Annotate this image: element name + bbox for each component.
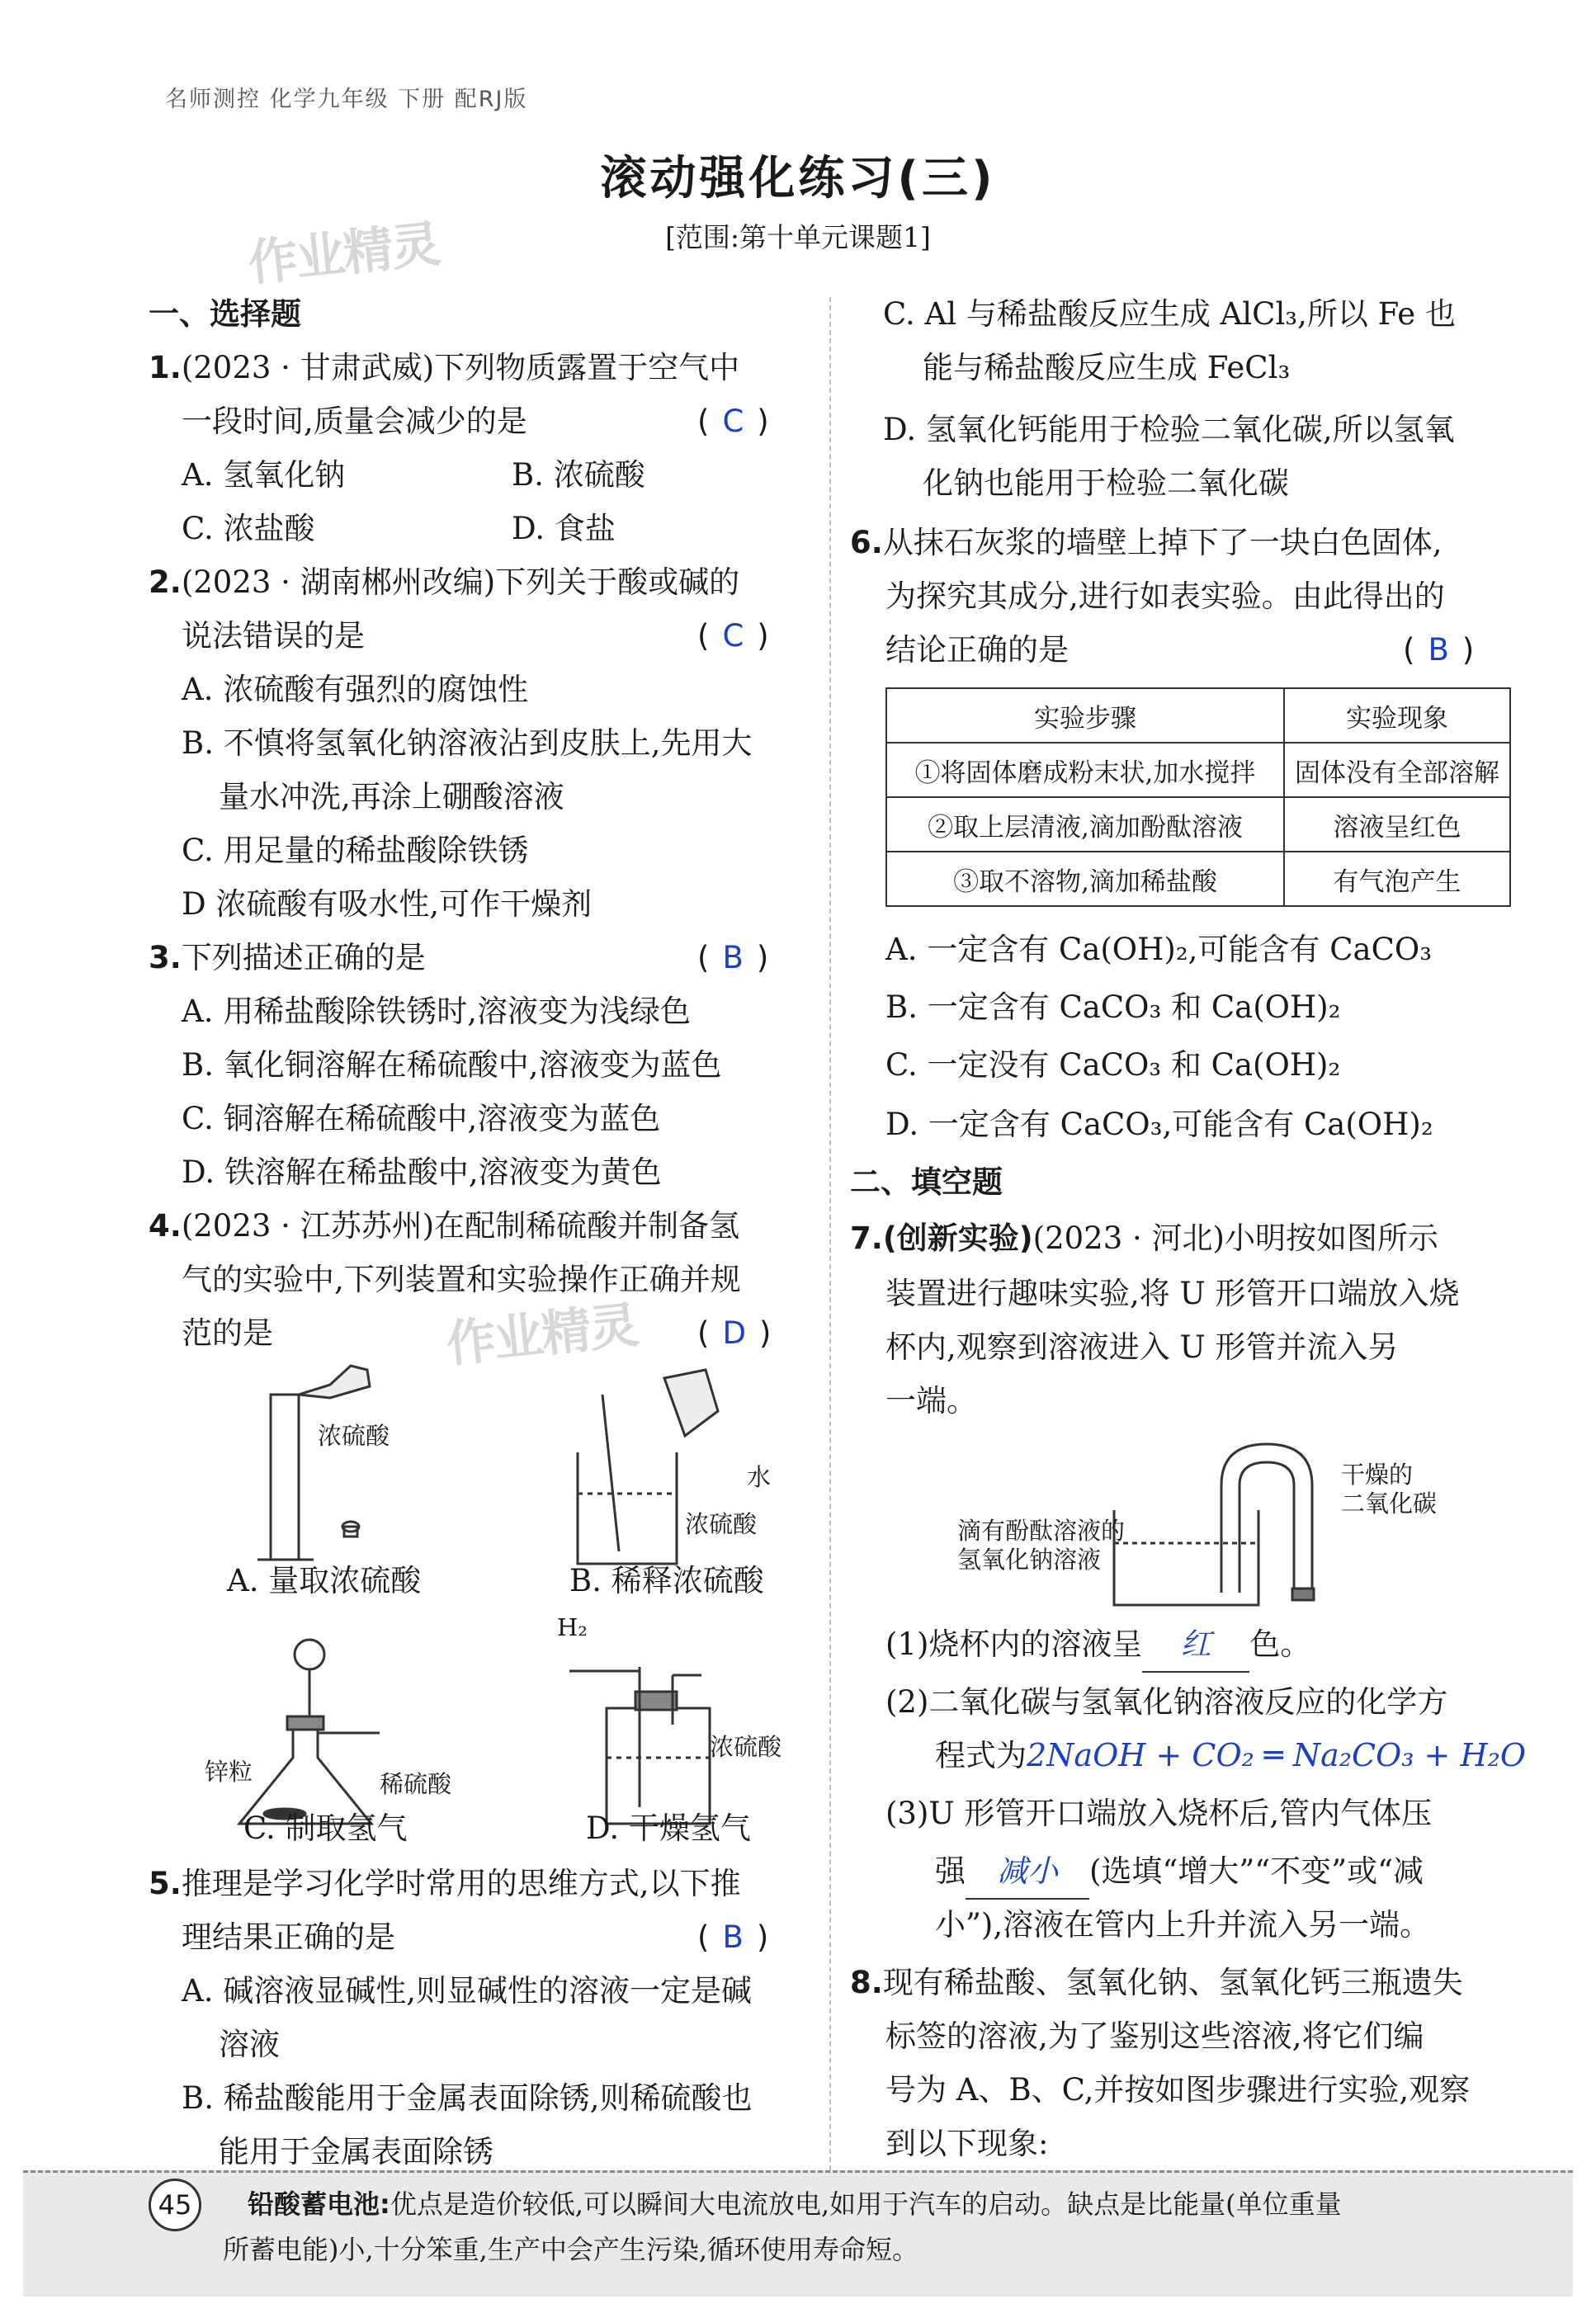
figure-label: 浓硫酸 <box>710 1733 782 1761</box>
figure-label: 浓硫酸 <box>685 1510 758 1538</box>
question-3: 3.下列描述正确的是 <box>149 940 426 975</box>
sub-question: (1)烧杯内的溶液呈 红 色。 <box>885 1617 1310 1673</box>
u-tube-apparatus <box>1098 1436 1362 1617</box>
graduated-cylinder-figure <box>257 1366 370 1560</box>
option: C. 一定没有 CaCO₃ 和 Ca(OH)₂ <box>885 1047 1341 1083</box>
option: B. 不慎将氢氧化钠溶液沾到皮肤上,先用大 <box>182 725 753 761</box>
option: D. 铁溶解在稀盐酸中,溶液变为黄色 <box>182 1154 662 1190</box>
question-text: 标签的溶液,为了鉴别这些溶液,将它们编 <box>885 2018 1424 2054</box>
option: D. 食盐 <box>512 511 616 546</box>
sub-question: 强 减小 (选填“增大”“不变”或“减 <box>935 1844 1424 1900</box>
option: 溶液 <box>219 2027 280 2062</box>
figure-label: 滴有酚酞溶液的 <box>957 1517 1126 1545</box>
option: B. 浓硫酸 <box>512 457 645 493</box>
table-header-row <box>886 688 1510 743</box>
table-row <box>886 743 1510 797</box>
option: C. Al 与稀盐酸反应生成 AlCl₃,所以 Fe 也 <box>883 296 1456 332</box>
answer-blank: 减小 <box>966 1844 1089 1900</box>
table-header: 实验步骤 <box>886 688 1284 743</box>
sub-question: (3)U 形管开口端放入烧杯后,管内气体压 <box>885 1796 1433 1831</box>
question-2: 2.(2023 · 湖南郴州改编)下列关于酸或碱的 <box>149 564 740 600</box>
section-heading-choice: 一、选择题 <box>149 296 301 332</box>
question-text: 杯内,观察到溶液进入 U 形管并流入另 <box>885 1329 1399 1365</box>
table-cell: ③取不溶物,滴加稀盐酸 <box>886 852 1284 906</box>
wash-bottle-figure <box>569 1667 710 1824</box>
figure-caption: B. 稀释浓硫酸 <box>569 1563 764 1598</box>
option: A. 用稀盐酸除铁锈时,溶液变为浅绿色 <box>182 994 692 1029</box>
scope-note: [范围:第十单元课题1] <box>665 221 931 253</box>
question-text: 一端。 <box>885 1383 977 1419</box>
option: D. 一定含有 CaCO₃,可能含有 Ca(OH)₂ <box>885 1107 1433 1142</box>
figure-label: 水 <box>747 1463 772 1491</box>
option: B. 氧化铜溶解在稀硫酸中,溶液变为蓝色 <box>182 1047 722 1083</box>
question-1: 1.(2023 · 甘肃武威)下列物质露置于空气中 <box>149 350 740 385</box>
option: B. 稀盐酸能用于金属表面除锈,则稀硫酸也 <box>182 2080 753 2116</box>
option: A. 氢氧化钠 <box>182 457 346 493</box>
figure-caption: D. 干燥氢气 <box>586 1810 751 1846</box>
table-cell: ②取上层清液,滴加酚酞溶液 <box>886 797 1284 852</box>
option: 能用于金属表面除锈 <box>219 2134 493 2169</box>
answer-blank: 红 <box>1142 1617 1249 1673</box>
book-header: 名师测控 化学九年级 下册 配RJ版 <box>165 87 528 112</box>
question-text: 理结果正确的是 <box>182 1919 395 1955</box>
table-cell: 固体没有全部溶解 <box>1284 743 1510 797</box>
table-cell: 有气泡产生 <box>1284 852 1510 906</box>
question-text: 气的实验中,下列装置和实验操作正确并规 <box>182 1262 741 1297</box>
option: 量水冲洗,再涂上硼酸溶液 <box>219 779 564 814</box>
figure-label: 浓硫酸 <box>318 1422 390 1450</box>
figure-label: H₂ <box>557 1613 588 1641</box>
figure-label: 锌粒 <box>205 1758 253 1786</box>
column-divider <box>829 297 831 2170</box>
figure-label: 干燥的 <box>1341 1461 1414 1489</box>
option: A. 一定含有 Ca(OH)₂,可能含有 CaCO₃ <box>885 932 1433 967</box>
question-text: 说法错误的是 <box>182 618 365 654</box>
figure-label: 氢氧化钠溶液 <box>957 1546 1102 1574</box>
answer-box: ( C ) <box>697 618 769 654</box>
question-7: 7.(创新实验)(2023 · 河北)小明按如图所示 <box>850 1220 1438 1256</box>
question-text: 一段时间,质量会减少的是 <box>182 404 527 439</box>
figure-label: 二氧化碳 <box>1341 1489 1438 1518</box>
answer-box: ( B ) <box>697 940 769 975</box>
figure-caption: A. 量取浓硫酸 <box>227 1563 422 1598</box>
apparatus-figures <box>190 1362 817 1848</box>
option: C. 用足量的稀盐酸除铁锈 <box>182 833 529 868</box>
option: D. 氢氧化钙能用于检验二氧化碳,所以氢氧 <box>883 412 1455 447</box>
figure-label: 稀硫酸 <box>380 1770 452 1798</box>
table-cell: ①将固体磨成粉末状,加水搅拌 <box>886 743 1284 797</box>
answer-box: ( D ) <box>697 1315 772 1351</box>
page-title: 滚动强化练习(三) <box>600 152 996 205</box>
question-text: 到以下现象: <box>885 2126 1049 2161</box>
experiment-table <box>885 687 1511 907</box>
answer-box: ( B ) <box>1403 632 1475 668</box>
footer-tip-line: 铅酸蓄电池:优点是造价较低,可以瞬间大电流放电,如用于汽车的启动。缺点是比能量(单位重量 <box>248 2188 1342 2220</box>
answer-equation: 2NaOH + CO₂ ═ Na₂CO₃ + H₂O <box>1027 1737 1526 1773</box>
question-6: 6.从抹石灰浆的墙壁上掉下了一块白色固体, <box>850 525 1443 560</box>
question-8: 8.现有稀盐酸、氢氧化钠、氢氧化钙三瓶遗失 <box>850 1965 1463 2000</box>
question-text: 结论正确的是 <box>885 632 1069 668</box>
footer-tip-line: 所蓄电能)小,十分笨重,生产中会产生污染,循环使用寿命短。 <box>223 2234 919 2265</box>
question-text: 号为 A、B、C,并按如图步骤进行实验,观察 <box>885 2072 1471 2108</box>
question-text: 装置进行趣味实验,将 U 形管开口端放入烧 <box>885 1276 1460 1311</box>
question-5: 5.推理是学习化学时常用的思维方式,以下推 <box>149 1866 741 1901</box>
option: B. 一定含有 CaCO₃ 和 Ca(OH)₂ <box>885 989 1341 1025</box>
option: 能与稀盐酸反应生成 FeCl₃ <box>923 350 1291 385</box>
answer-box: ( C ) <box>697 404 769 439</box>
answer-box: ( B ) <box>697 1919 769 1955</box>
sub-question: 程式为2NaOH + CO₂ ═ Na₂CO₃ + H₂O <box>935 1737 1526 1773</box>
page-number: 45 <box>149 2179 201 2231</box>
table-row <box>886 852 1510 906</box>
question-4: 4.(2023 · 江苏苏州)在配制稀硫酸并制备氢 <box>149 1208 740 1244</box>
option: A. 碱溶液显碱性,则显碱性的溶液一定是碱 <box>182 1973 753 2009</box>
table-cell: 溶液呈红色 <box>1284 797 1510 852</box>
option: C. 铜溶解在稀硫酸中,溶液变为蓝色 <box>182 1101 661 1136</box>
question-text: 为探究其成分,进行如表实验。由此得出的 <box>885 578 1445 614</box>
option: D 浓硫酸有吸水性,可作干燥剂 <box>182 886 593 922</box>
table-row <box>886 797 1510 852</box>
figure-caption: C. 制取氢气 <box>243 1810 408 1846</box>
sub-question: (2)二氧化碳与氢氧化钠溶液反应的化学方 <box>885 1684 1448 1720</box>
table-header: 实验现象 <box>1284 688 1510 743</box>
watermark-logo: 作业精灵 <box>443 1296 640 1374</box>
flask-figure <box>239 1640 380 1824</box>
section-heading-fill: 二、填空题 <box>850 1164 1003 1200</box>
sub-question: 小”),溶液在管内上升并流入另一端。 <box>935 1907 1431 1943</box>
watermark-logo: 作业精灵 <box>245 215 442 293</box>
option: C. 浓盐酸 <box>182 511 315 546</box>
option: A. 浓硫酸有强烈的腐蚀性 <box>182 672 529 707</box>
option: 化钠也能用于检验二氧化碳 <box>923 465 1289 501</box>
question-text: 范的是 <box>182 1315 273 1351</box>
